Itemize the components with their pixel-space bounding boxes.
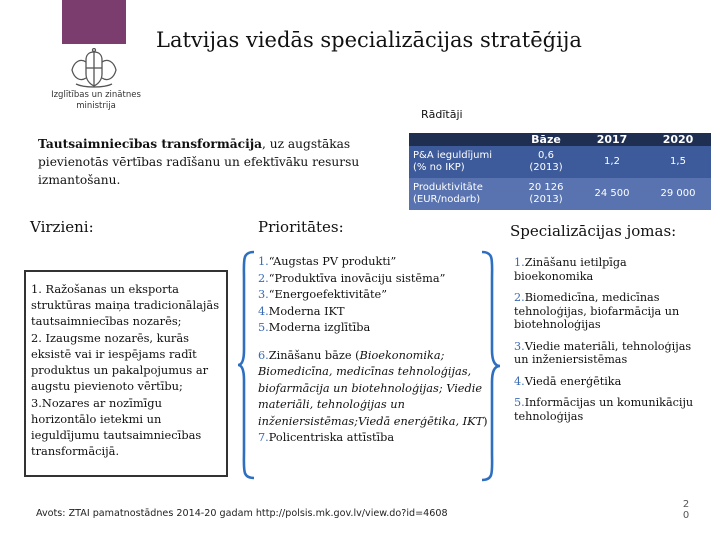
item-number: 7. [258, 431, 269, 444]
table-cell-name [409, 178, 513, 210]
list-item: 2. Izaugsme nozarēs, kurās eksistē vai ir iespējams radīt produktus un pakalpojumus ar augstu pievienoto vērtību; [31, 331, 209, 393]
table-cell-2020: 1,5 [645, 146, 711, 178]
table-row [409, 146, 711, 178]
spacer [258, 337, 490, 348]
item-number: 3. [514, 339, 525, 353]
directions-heading: Virzieni: [30, 218, 94, 236]
brand-bar [62, 0, 126, 44]
table-cell-text: P&A ieguldījumi [413, 150, 493, 161]
item-number: 5. [514, 396, 525, 409]
table-cell-2017: 1,2 [579, 146, 645, 178]
list-item [258, 320, 490, 337]
item-text: Informācijas un komunikāciju tehnoloģijas [514, 396, 694, 423]
item-text: Biomedicīna, medicīnas tehnoloģijas, biofarmācija un biotehnoloģijas [514, 291, 680, 331]
item-number: 2. [258, 271, 269, 285]
table-header-cell [409, 133, 513, 146]
table-cell-text: (% no IKP) [413, 162, 465, 173]
item-text: ) [483, 414, 488, 428]
item-number: 4. [258, 304, 269, 318]
item-text: Viedie materiāli, tehnoloģijas un inženiersistēmas [514, 339, 692, 366]
source-note: Avots: ZTAI pamatnostādnes 2014-20 gadam http://polsis.mk.gov.lv/view.do?id=4608 [36, 508, 448, 519]
ministry-caption [48, 90, 144, 112]
transformation-statement [38, 135, 378, 189]
transformation-rest: , uz augstākas pievienotās vērtības radīšanu un efektīvāku resursu izmantošanu. [38, 137, 360, 187]
list-item: 3.Nozares ar nozīmīgu horizontālo ietekmi un ieguldījumu tautsaimniecības transformācijā. [31, 396, 202, 458]
list-item [258, 287, 490, 304]
directions-list [31, 281, 229, 460]
page-title: Latvijas viedās specializācijas stratēģija [156, 28, 582, 52]
item-text: Moderna IKT [268, 304, 345, 318]
list-item [258, 254, 490, 271]
item-text: Moderna izglītība [268, 321, 371, 334]
item-text: Policentriska attīstība [268, 431, 395, 444]
item-number: 4. [514, 374, 525, 388]
item-number: 6. [258, 348, 269, 362]
table-header-cell: 2020 [645, 133, 711, 146]
list-item [514, 256, 706, 283]
page-number-digit: 2 [682, 499, 690, 510]
table-cell-base [513, 178, 579, 210]
indicators-heading: Rādītāji [421, 108, 463, 121]
item-number: 2. [514, 291, 525, 304]
specializations-list [514, 256, 706, 431]
table-cell-text: Produktivitāte [413, 182, 483, 193]
item-number: 1. [258, 255, 269, 268]
ministry-line1: Izglītības un zinātnes [51, 90, 141, 100]
table-cell-2020: 29 000 [645, 178, 711, 210]
priorities-heading: Prioritātes: [258, 218, 344, 236]
list-item [258, 304, 490, 321]
priorities-list [258, 254, 490, 447]
list-item [514, 291, 706, 332]
list-item [258, 271, 490, 288]
transformation-bold: Tautsaimniecības transformācija [38, 137, 263, 151]
list-item [514, 340, 706, 367]
item-text: Zināšanu ietilpīga bioekonomika [514, 256, 627, 283]
item-number: 3. [258, 288, 269, 301]
list-item: 1. Ražošanas un eksporta struktūras maiņa tradicionālajās tautsaimniecības nozarēs; [31, 282, 220, 328]
page-number-digit: 0 [682, 510, 690, 521]
table-cell-text: (2013) [529, 194, 563, 205]
item-number: 1. [514, 256, 525, 269]
item-text: Zināšanu bāze ( [268, 348, 360, 362]
list-item [258, 348, 490, 431]
table-header-cell: 2017 [579, 133, 645, 146]
item-number: 5. [258, 321, 269, 334]
coat-of-arms-icon [66, 48, 122, 90]
table-cell-base [513, 146, 579, 178]
left-brace-icon [236, 250, 256, 480]
indicators-table [409, 133, 711, 210]
item-text: Viedā enerģētika [524, 374, 622, 388]
ministry-line2: ministrija [76, 101, 116, 111]
item-italic-text: Bioekonomika; Biomedicīna, medicīnas tehnoloģijas, biofarmācija un biotehnoloģijas; Viedie materiāli, tehnoloģijas un inženiersistēmas;Viedā enerģētika, IKT [258, 348, 484, 428]
table-cell-text: 20 126 [528, 182, 564, 193]
list-item [258, 430, 490, 447]
list-item [514, 375, 706, 389]
table-row [409, 178, 711, 210]
page-number [681, 499, 691, 521]
table-cell-text: 0,6 [538, 150, 554, 161]
table-header-cell: Bāze [513, 133, 579, 146]
table-cell-text: (EUR/nodarb) [413, 194, 481, 205]
table-cell-text: (2013) [529, 162, 563, 173]
specializations-heading: Specializācijas jomas: [510, 222, 677, 240]
table-header-row [409, 133, 711, 146]
item-text: “Produktīva inovāciju sistēma” [268, 271, 446, 285]
list-item [514, 396, 706, 423]
table-cell-2017: 24 500 [579, 178, 645, 210]
item-text: “Energoefektivitāte” [268, 288, 388, 301]
table-cell-name [409, 146, 513, 178]
item-text: “Augstas PV produkti” [268, 255, 397, 268]
